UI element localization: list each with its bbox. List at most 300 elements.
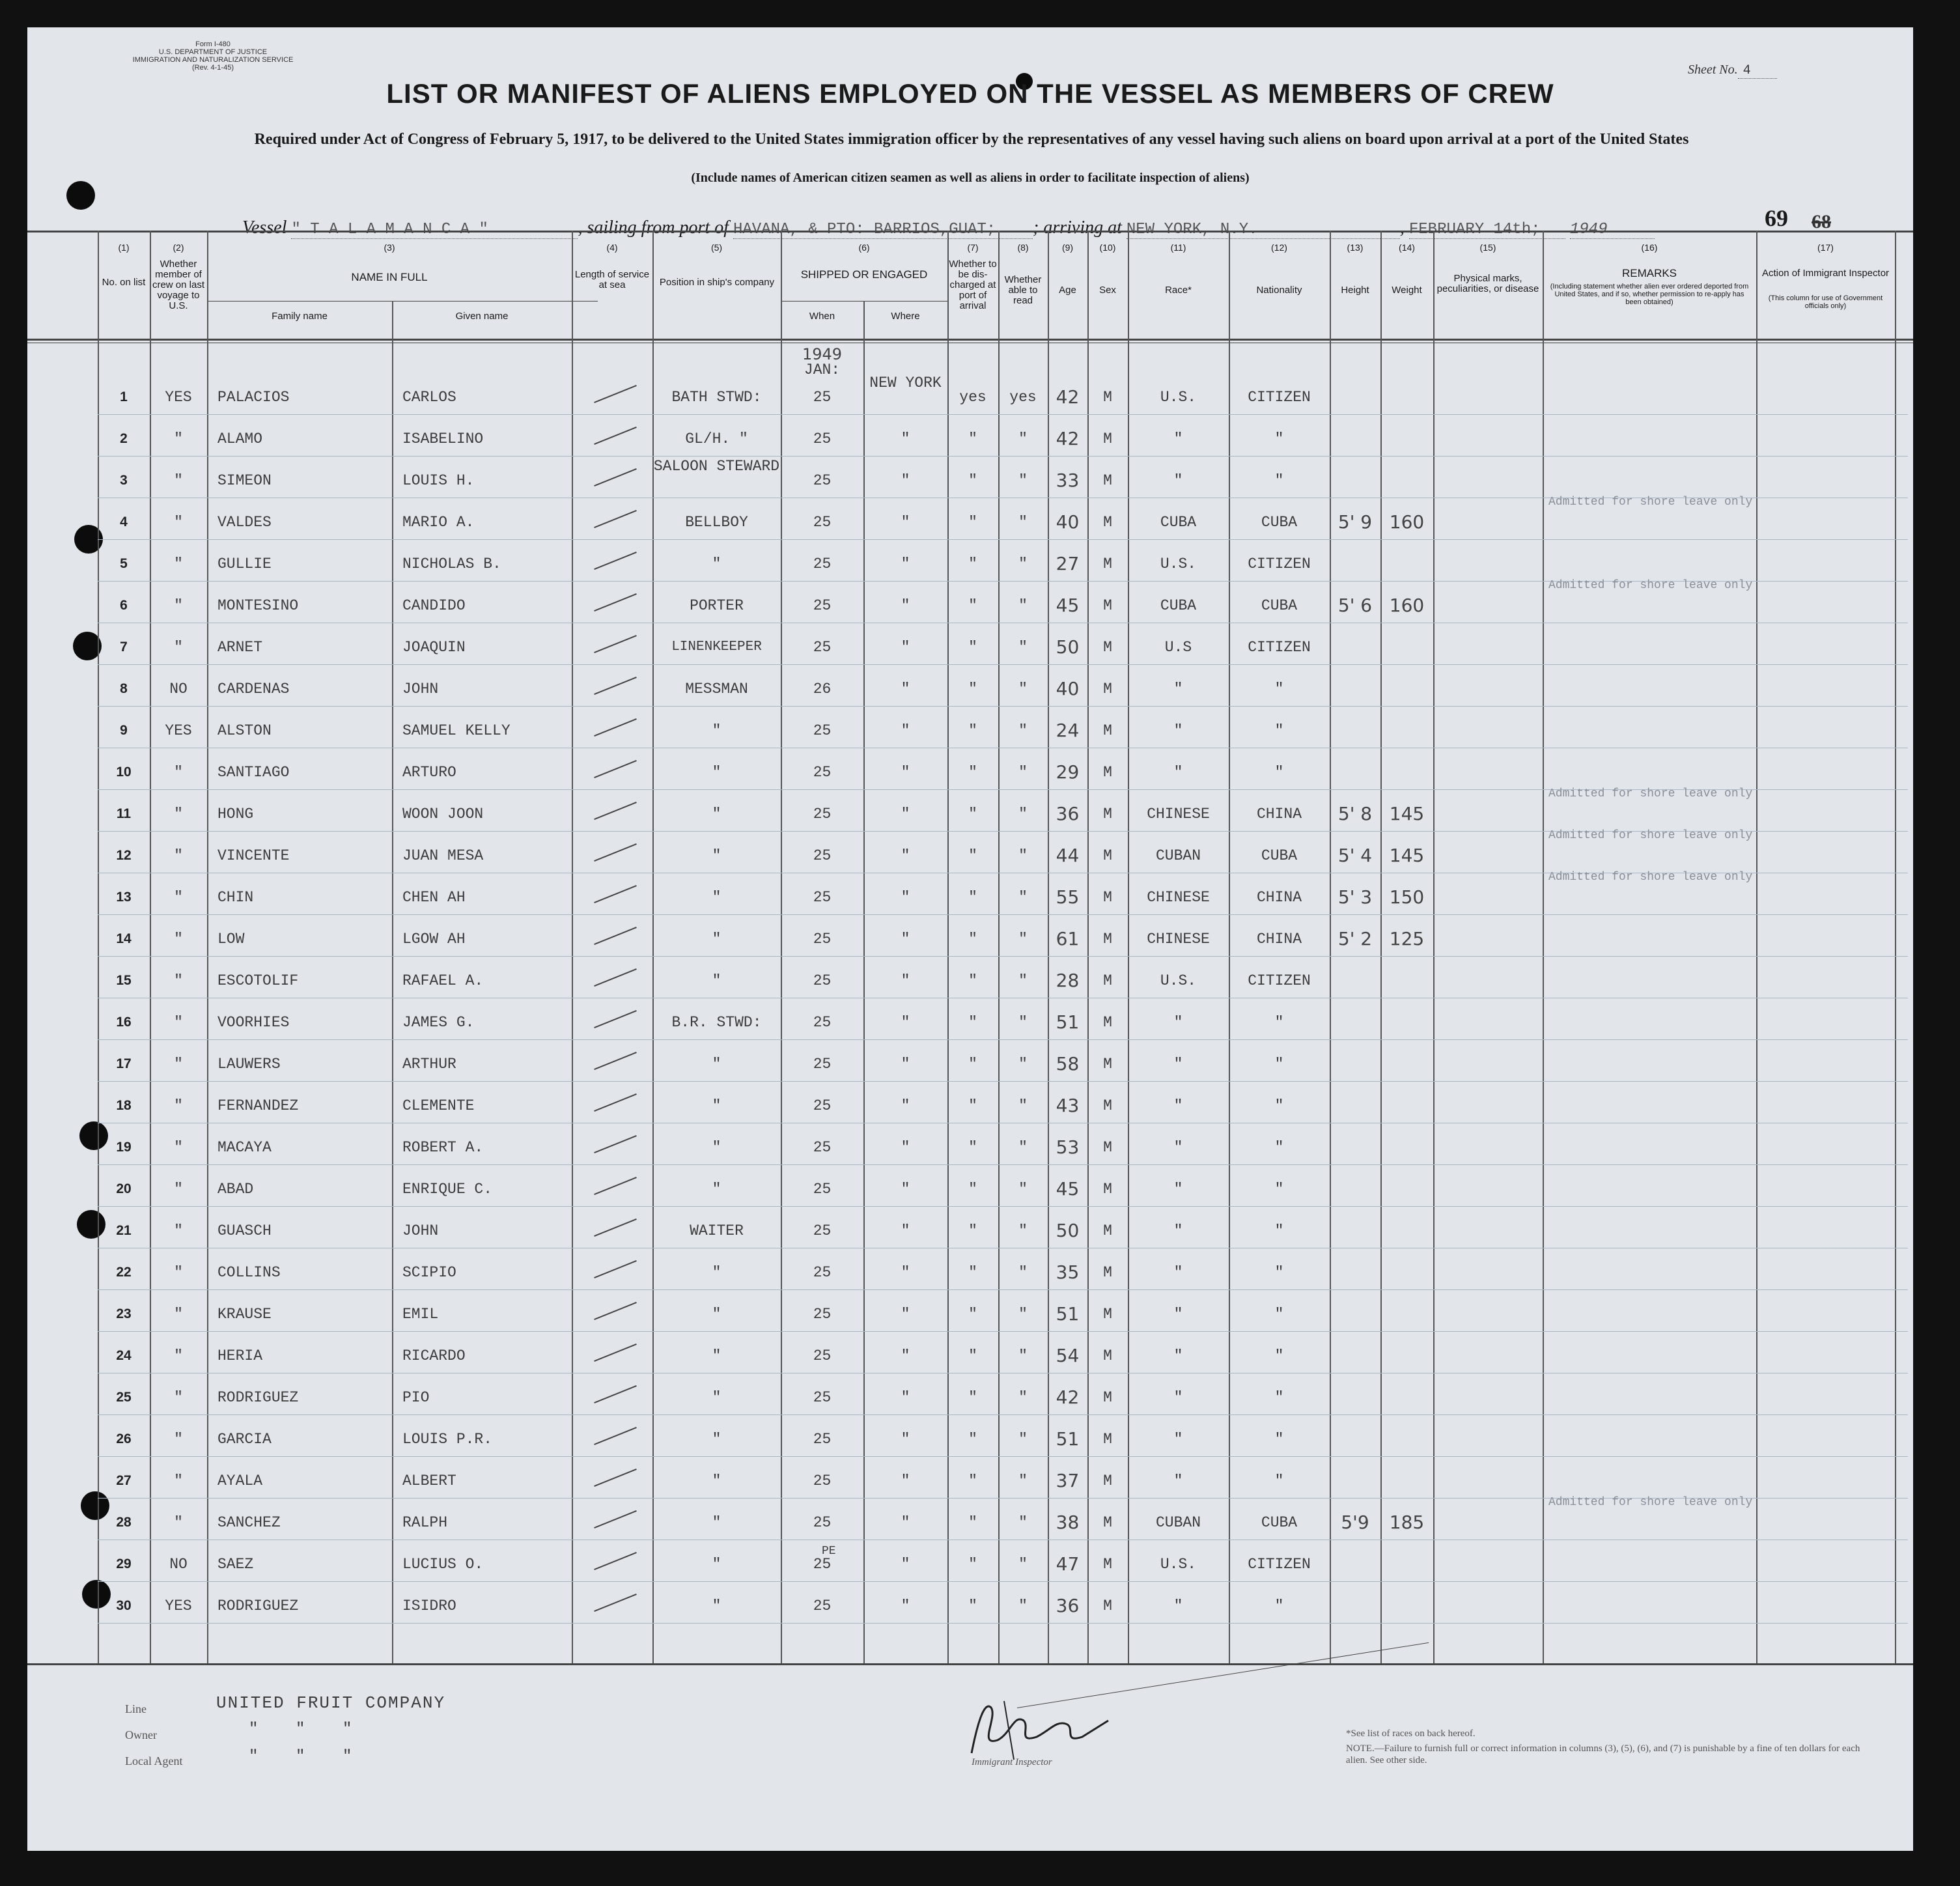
discharged: " bbox=[968, 764, 977, 781]
race: " bbox=[1173, 1181, 1183, 1198]
last-voyage: " bbox=[174, 931, 183, 948]
sheet-label: Sheet No. bbox=[1688, 63, 1738, 77]
family-name: PALACIOS bbox=[217, 389, 290, 406]
last-voyage: " bbox=[174, 1389, 183, 1406]
col-divider bbox=[207, 231, 208, 1663]
given-name: WOON JOON bbox=[402, 806, 484, 823]
discharged: " bbox=[968, 889, 977, 906]
sex: M bbox=[1103, 972, 1112, 989]
discharged: " bbox=[968, 1597, 977, 1614]
race: " bbox=[1173, 1389, 1183, 1406]
where: " bbox=[901, 1514, 910, 1531]
nationality: CUBA bbox=[1261, 1514, 1298, 1531]
family-name: SAEZ bbox=[217, 1556, 254, 1573]
when: 25 bbox=[813, 722, 832, 739]
able-to-read: yes bbox=[1009, 389, 1037, 406]
when: 25 bbox=[813, 1306, 832, 1323]
race: " bbox=[1173, 722, 1183, 739]
when: 25 bbox=[813, 1264, 832, 1281]
row-number: 24 bbox=[116, 1348, 132, 1363]
row-number: 5 bbox=[120, 556, 128, 571]
able-to-read: " bbox=[1018, 1514, 1028, 1531]
last-voyage: " bbox=[174, 1097, 183, 1114]
row-number: 27 bbox=[116, 1473, 132, 1488]
last-voyage: " bbox=[174, 1431, 183, 1448]
position: " bbox=[712, 847, 721, 864]
service-tick-mark bbox=[594, 1385, 637, 1403]
family-name: FERNANDEZ bbox=[217, 1097, 299, 1114]
race: U.S. bbox=[1160, 556, 1197, 572]
service-tick-mark bbox=[594, 1093, 637, 1112]
last-voyage: " bbox=[174, 639, 183, 656]
weight: 150 bbox=[1389, 886, 1425, 908]
family-name: VINCENTE bbox=[217, 847, 290, 864]
able-to-read: " bbox=[1018, 972, 1028, 989]
position: " bbox=[712, 1097, 721, 1114]
position: " bbox=[712, 1264, 721, 1281]
row-rule bbox=[98, 539, 1908, 540]
service-tick-mark bbox=[594, 927, 637, 945]
age: 54 bbox=[1056, 1345, 1080, 1366]
nationality: CITIZEN bbox=[1248, 972, 1311, 989]
header-where: Where bbox=[891, 311, 920, 322]
row-number: 9 bbox=[120, 723, 128, 738]
race: " bbox=[1173, 1014, 1183, 1031]
discharged: " bbox=[968, 1389, 977, 1406]
header-weight: Weight bbox=[1392, 285, 1422, 296]
row-number: 3 bbox=[120, 473, 128, 488]
row-rule bbox=[98, 706, 1908, 707]
row-number: 21 bbox=[116, 1223, 132, 1238]
col-number: (13) bbox=[1347, 242, 1364, 253]
nationality: " bbox=[1274, 472, 1284, 489]
row-rule bbox=[98, 1581, 1908, 1582]
include-note: (Include names of American citizen seamen as well as aliens in order to facilitate inspection of aliens) bbox=[691, 171, 1250, 185]
name-sub-divider bbox=[207, 301, 598, 302]
col-number: (14) bbox=[1399, 242, 1415, 253]
able-to-read: " bbox=[1018, 1597, 1028, 1614]
age: 33 bbox=[1056, 470, 1080, 491]
nationality: CUBA bbox=[1261, 597, 1298, 614]
last-voyage: " bbox=[174, 430, 183, 447]
age: 27 bbox=[1056, 553, 1080, 574]
col-number: (16) bbox=[1641, 242, 1658, 253]
when: 25 bbox=[813, 1222, 832, 1239]
sex: M bbox=[1103, 806, 1112, 823]
last-voyage: " bbox=[174, 1181, 183, 1198]
service-tick-mark bbox=[594, 802, 637, 820]
last-voyage: " bbox=[174, 847, 183, 864]
col-divider bbox=[1895, 231, 1896, 1663]
last-voyage: " bbox=[174, 1056, 183, 1073]
race: CUBAN bbox=[1155, 847, 1201, 864]
when: 25 bbox=[813, 514, 832, 531]
when: 25 bbox=[813, 1181, 832, 1198]
where: " bbox=[901, 1597, 910, 1614]
service-tick-mark bbox=[594, 1135, 637, 1153]
age: 40 bbox=[1056, 511, 1080, 533]
nationality: " bbox=[1274, 1222, 1284, 1239]
family-name: GARCIA bbox=[217, 1431, 272, 1448]
header-remarks-note: (Including statement whether alien ever ordered deported from United States, and if so, whether permission to re-apply has been obtained) bbox=[1550, 283, 1749, 306]
service-tick-mark bbox=[594, 1427, 637, 1445]
sex: M bbox=[1103, 1556, 1112, 1573]
line-label: Line bbox=[125, 1702, 147, 1715]
last-voyage: " bbox=[174, 1306, 183, 1323]
sex: M bbox=[1103, 1431, 1112, 1448]
service-tick-mark bbox=[594, 1594, 637, 1612]
sheet-number bbox=[1688, 63, 1777, 78]
when: 25 bbox=[813, 1472, 832, 1489]
race: " bbox=[1173, 1264, 1183, 1281]
age: 51 bbox=[1056, 1303, 1080, 1325]
position: " bbox=[712, 1306, 721, 1323]
discharged: " bbox=[968, 847, 977, 864]
given-name: CLEMENTE bbox=[402, 1097, 475, 1114]
header-race: Race* bbox=[1165, 285, 1192, 296]
service-tick-mark bbox=[594, 510, 637, 528]
row-rule bbox=[98, 914, 1908, 915]
service-tick-mark bbox=[594, 1344, 637, 1362]
race: CUBA bbox=[1160, 597, 1197, 614]
nationality: CHINA bbox=[1256, 806, 1302, 823]
given-name: JAMES G. bbox=[402, 1014, 475, 1031]
position: PORTER bbox=[690, 597, 744, 614]
sex: M bbox=[1103, 1306, 1112, 1323]
col-divider bbox=[1380, 231, 1382, 1663]
service-tick-mark bbox=[594, 427, 637, 445]
age: 24 bbox=[1056, 720, 1080, 741]
given-name: JOHN bbox=[402, 1222, 439, 1239]
able-to-read: " bbox=[1018, 764, 1028, 781]
discharged: " bbox=[968, 597, 977, 614]
discharged: " bbox=[968, 972, 977, 989]
service-tick-mark bbox=[594, 1469, 637, 1487]
page-number: 69 bbox=[1765, 205, 1788, 231]
race: CUBAN bbox=[1155, 1514, 1201, 1531]
position: " bbox=[712, 1431, 721, 1448]
able-to-read: " bbox=[1018, 1431, 1028, 1448]
when: 25 bbox=[813, 1556, 832, 1573]
position: " bbox=[712, 764, 721, 781]
discharged: " bbox=[968, 1222, 977, 1239]
given-name: ENRIQUE C. bbox=[402, 1181, 493, 1198]
owner-value: " " " bbox=[249, 1721, 352, 1738]
sheet-value: 4 bbox=[1738, 63, 1777, 79]
sex: M bbox=[1103, 1056, 1112, 1073]
when: 25 bbox=[813, 597, 832, 614]
agent-value: " " " bbox=[249, 1748, 352, 1766]
given-name: EMIL bbox=[402, 1306, 439, 1323]
where: " bbox=[901, 1097, 910, 1114]
discharged: " bbox=[968, 1431, 977, 1448]
arriving-port: NEW YORK, N.Y. bbox=[1127, 221, 1400, 239]
when: 25 bbox=[813, 472, 832, 489]
when: 25 bbox=[813, 389, 832, 406]
col-number: (12) bbox=[1271, 242, 1287, 253]
sex: M bbox=[1103, 1514, 1112, 1531]
race: " bbox=[1173, 1139, 1183, 1156]
given-name: RICARDO bbox=[402, 1347, 466, 1364]
able-to-read: " bbox=[1018, 1347, 1028, 1364]
where: " bbox=[901, 1264, 910, 1281]
height: 5'9 bbox=[1341, 1512, 1369, 1533]
header-when: When bbox=[809, 311, 835, 322]
age: 53 bbox=[1056, 1136, 1080, 1158]
able-to-read: " bbox=[1018, 1222, 1028, 1239]
service-tick-mark bbox=[594, 1218, 637, 1237]
row-rule bbox=[98, 1289, 1908, 1290]
position: " bbox=[712, 1056, 721, 1073]
position: GL/H. " bbox=[685, 430, 748, 447]
where: " bbox=[901, 806, 910, 823]
position: MESSMAN bbox=[685, 681, 748, 697]
when: 25 bbox=[813, 1014, 832, 1031]
col-number: (11) bbox=[1170, 242, 1186, 253]
when: 25 bbox=[813, 931, 832, 948]
when: 25 bbox=[813, 1097, 832, 1114]
discharged: " bbox=[968, 1139, 977, 1156]
where: " bbox=[901, 430, 910, 447]
when: 26 bbox=[813, 681, 832, 697]
age: 51 bbox=[1056, 1428, 1080, 1450]
where: " bbox=[901, 1347, 910, 1364]
sex: M bbox=[1103, 1347, 1112, 1364]
height: 5' 2 bbox=[1337, 928, 1373, 950]
nationality: CHINA bbox=[1256, 931, 1302, 948]
sex: M bbox=[1103, 847, 1112, 864]
when: 25 bbox=[813, 1347, 832, 1364]
discharged: " bbox=[968, 1264, 977, 1281]
sex: M bbox=[1103, 722, 1112, 739]
last-voyage: " bbox=[174, 1222, 183, 1239]
row-number: 6 bbox=[120, 598, 128, 613]
race: U.S bbox=[1164, 639, 1192, 656]
sex: M bbox=[1103, 1222, 1112, 1239]
arrival-year: 1949 bbox=[1570, 221, 1655, 239]
when: 25 bbox=[813, 889, 832, 906]
position: " bbox=[712, 806, 721, 823]
where: " bbox=[901, 1306, 910, 1323]
age: 45 bbox=[1056, 595, 1080, 616]
nationality: " bbox=[1274, 722, 1284, 739]
where: " bbox=[901, 681, 910, 697]
service-tick-mark bbox=[594, 593, 637, 612]
row-rule bbox=[98, 1456, 1908, 1457]
header-length-of-service: Length of service at sea bbox=[574, 269, 650, 290]
family-name: SIMEON bbox=[217, 472, 272, 489]
able-to-read: " bbox=[1018, 889, 1028, 906]
where: " bbox=[901, 764, 910, 781]
row-number: 10 bbox=[116, 765, 132, 780]
nationality: CHINA bbox=[1256, 889, 1302, 906]
col-number: (5) bbox=[710, 242, 723, 253]
remark-stamp: Admitted for shore leave only bbox=[1548, 829, 1753, 842]
given-name: ARTHUR bbox=[402, 1056, 456, 1073]
document-title: LIST OR MANIFEST OF ALIENS EMPLOYED ON THE VESSEL AS MEMBERS OF CREW bbox=[386, 78, 1554, 109]
vessel-line: Vessel " T A L A M A N C A " , sailing from port of HAVANA, & PTO: BARRIOS,GUAT; ; arriving at NEW YORK, N.Y. , FEBRUARY 14th; 1949 bbox=[216, 218, 1655, 239]
arrival-date: FEBRUARY 14th; bbox=[1409, 221, 1565, 239]
able-to-read: " bbox=[1018, 1014, 1028, 1031]
row-number: 30 bbox=[116, 1598, 132, 1613]
col-number: (1) bbox=[118, 242, 130, 253]
given-name: CARLOS bbox=[402, 389, 456, 406]
able-to-read: " bbox=[1018, 556, 1028, 572]
able-to-read: " bbox=[1018, 597, 1028, 614]
form-number: Form I-480 bbox=[195, 40, 231, 48]
when: 25 bbox=[813, 764, 832, 781]
col-number: (9) bbox=[1061, 242, 1074, 253]
when: 25 bbox=[813, 847, 832, 864]
nationality: " bbox=[1274, 1431, 1284, 1448]
where: " bbox=[901, 597, 910, 614]
when: 25 bbox=[813, 1389, 832, 1406]
position: " bbox=[712, 1389, 721, 1406]
where: " bbox=[901, 972, 910, 989]
where: " bbox=[901, 514, 910, 531]
given-name: RAFAEL A. bbox=[402, 972, 484, 989]
given-name: ALBERT bbox=[402, 1472, 456, 1489]
penalty-note: NOTE.—Failure to furnish full or correct information in columns (3), (5), (6), and (7) is punishable by a fine of ten dollars for each alien. See other side. bbox=[1346, 1743, 1860, 1766]
arriving-label: arriving at bbox=[1043, 218, 1122, 238]
row-number: 28 bbox=[116, 1515, 132, 1530]
service-tick-mark bbox=[594, 718, 637, 737]
family-name: ALAMO bbox=[217, 430, 263, 447]
given-name: SCIPIO bbox=[402, 1264, 456, 1281]
when-month: JAN: bbox=[804, 361, 841, 378]
position: SALOON STEWARD bbox=[653, 458, 780, 475]
position: BELLBOY bbox=[685, 514, 748, 531]
header-given-name: Given name bbox=[455, 311, 509, 322]
col-number: (7) bbox=[967, 242, 979, 253]
given-name: ISIDRO bbox=[402, 1597, 456, 1614]
col-number: (15) bbox=[1479, 242, 1496, 253]
age: 50 bbox=[1056, 1220, 1080, 1241]
position: BATH STWD: bbox=[671, 389, 762, 406]
nationality: " bbox=[1274, 1389, 1284, 1406]
sex: M bbox=[1103, 472, 1112, 489]
col-number: (2) bbox=[173, 242, 184, 253]
where: " bbox=[901, 722, 910, 739]
manifest-page bbox=[27, 27, 1913, 1851]
family-name: ESCOTOLIF bbox=[217, 972, 299, 989]
age: 36 bbox=[1056, 1595, 1080, 1616]
col-number: (17) bbox=[1817, 242, 1834, 253]
race: " bbox=[1173, 1097, 1183, 1114]
race: CHINESE bbox=[1147, 931, 1210, 948]
family-name: LOW bbox=[217, 931, 245, 948]
race: " bbox=[1173, 1431, 1183, 1448]
position: " bbox=[712, 722, 721, 739]
weight: 185 bbox=[1389, 1512, 1425, 1533]
family-name: ARNET bbox=[217, 639, 263, 656]
nationality: " bbox=[1274, 1264, 1284, 1281]
service-tick-mark bbox=[594, 468, 637, 486]
col-divider bbox=[392, 301, 393, 1663]
given-name: LGOW AH bbox=[402, 931, 466, 948]
last-voyage: " bbox=[174, 556, 183, 572]
sailing-label: sailing from port of bbox=[587, 218, 729, 238]
row-number: 11 bbox=[116, 806, 132, 821]
position: " bbox=[712, 1472, 721, 1489]
last-voyage: " bbox=[174, 1514, 183, 1531]
discharged: " bbox=[968, 1181, 977, 1198]
able-to-read: " bbox=[1018, 722, 1028, 739]
row-rule bbox=[98, 456, 1908, 457]
row-number: 19 bbox=[116, 1140, 132, 1155]
where: NEW YORK bbox=[869, 374, 942, 391]
nationality: " bbox=[1274, 1097, 1284, 1114]
nationality: " bbox=[1274, 430, 1284, 447]
age: 47 bbox=[1056, 1553, 1080, 1575]
age: 44 bbox=[1056, 845, 1080, 866]
row-rule bbox=[98, 1081, 1908, 1082]
race: " bbox=[1173, 764, 1183, 781]
where: " bbox=[901, 556, 910, 572]
given-name: LOUIS H. bbox=[402, 472, 475, 489]
nationality: " bbox=[1274, 1306, 1284, 1323]
row-number: 7 bbox=[120, 640, 128, 654]
able-to-read: " bbox=[1018, 1264, 1028, 1281]
discharged: " bbox=[968, 430, 977, 447]
race: CHINESE bbox=[1147, 806, 1210, 823]
when: 25 bbox=[813, 430, 832, 447]
nationality: " bbox=[1274, 1347, 1284, 1364]
able-to-read: " bbox=[1018, 430, 1028, 447]
age: 42 bbox=[1056, 428, 1080, 449]
header-bottom-border bbox=[27, 339, 1913, 341]
where: " bbox=[901, 1056, 910, 1073]
col-number: (4) bbox=[606, 242, 618, 253]
col-divider bbox=[572, 231, 573, 1663]
height: 5' 9 bbox=[1337, 511, 1373, 533]
given-name: PIO bbox=[402, 1389, 430, 1406]
race: " bbox=[1173, 1472, 1183, 1489]
row-number: 26 bbox=[116, 1431, 132, 1446]
given-name: ROBERT A. bbox=[402, 1139, 484, 1156]
race: " bbox=[1173, 472, 1183, 489]
when: 25 bbox=[813, 806, 832, 823]
header-physical-marks: Physical marks, peculiarities, or disease bbox=[1436, 273, 1539, 294]
service-tick-mark bbox=[594, 1510, 637, 1528]
nationality: " bbox=[1274, 764, 1284, 781]
header-action: Action of Immigrant Inspector bbox=[1761, 268, 1890, 279]
header-discharged: Whether to be dis-charged at port of arrival bbox=[949, 259, 997, 311]
sex: M bbox=[1103, 931, 1112, 948]
age: 61 bbox=[1056, 928, 1080, 950]
given-name: LOUIS P.R. bbox=[402, 1431, 493, 1448]
family-name: CARDENAS bbox=[217, 681, 290, 697]
row-rule bbox=[98, 1164, 1908, 1165]
discharged: " bbox=[968, 931, 977, 948]
discharged: " bbox=[968, 1472, 977, 1489]
signature-stroke bbox=[1017, 1642, 1429, 1708]
service-tick-mark bbox=[594, 1552, 637, 1570]
given-name: CHEN AH bbox=[402, 889, 466, 906]
discharged: " bbox=[968, 1347, 977, 1364]
remark-stamp: Admitted for shore leave only bbox=[1548, 1496, 1753, 1509]
family-name: COLLINS bbox=[217, 1264, 281, 1281]
age: 43 bbox=[1056, 1095, 1080, 1116]
last-voyage: " bbox=[174, 1472, 183, 1489]
able-to-read: " bbox=[1018, 1056, 1028, 1073]
sex: M bbox=[1103, 430, 1112, 447]
family-name: MONTESINO bbox=[217, 597, 299, 614]
age: 55 bbox=[1056, 886, 1080, 908]
position: " bbox=[712, 931, 721, 948]
last-voyage: " bbox=[174, 764, 183, 781]
where: " bbox=[901, 1139, 910, 1156]
